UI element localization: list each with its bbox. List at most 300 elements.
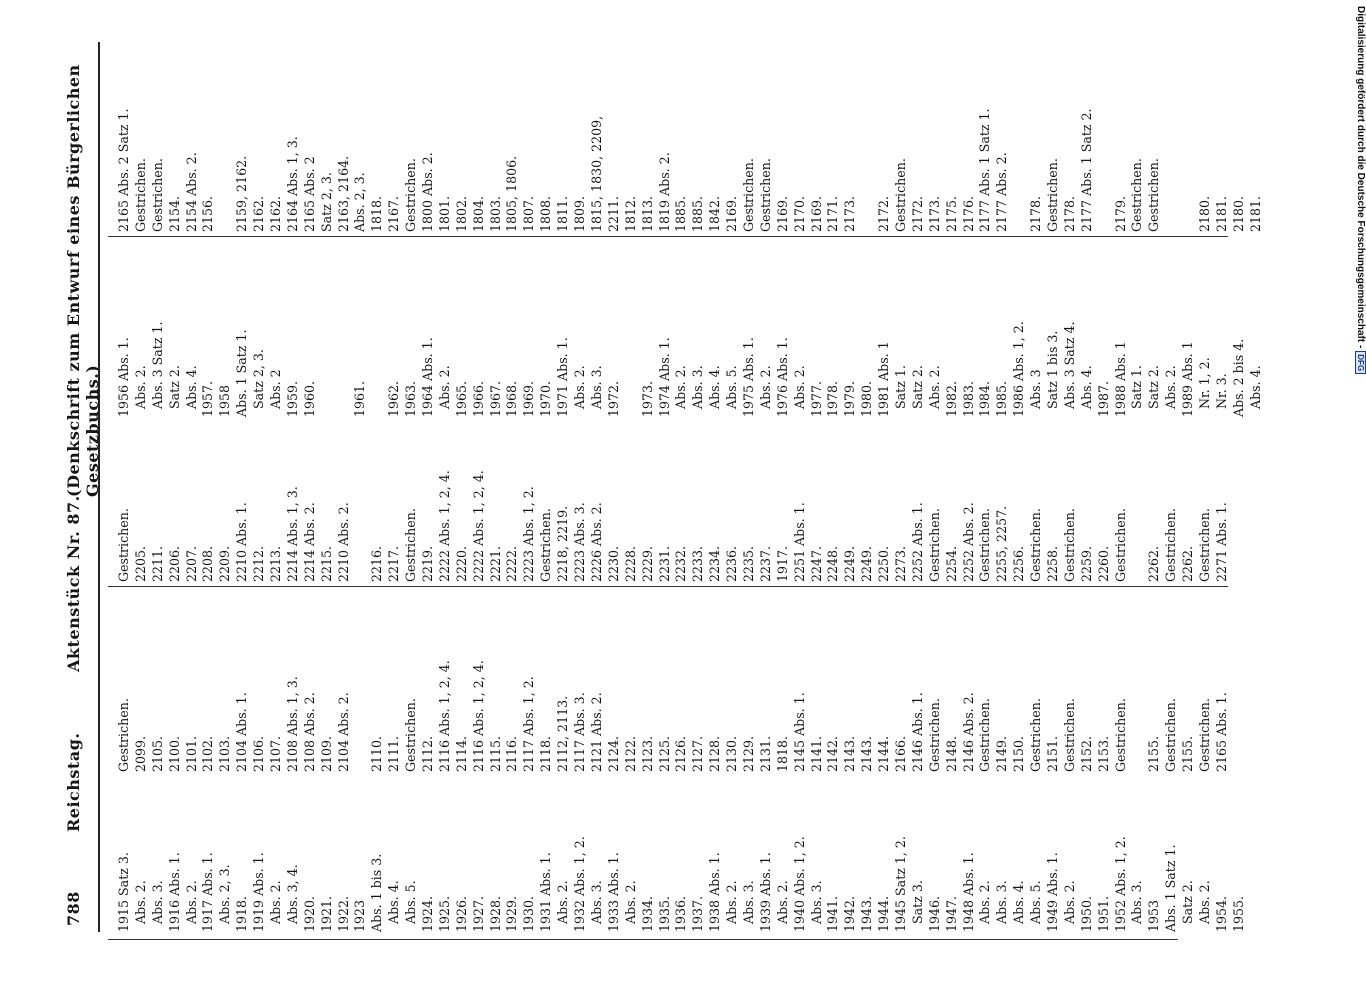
entry-line: 2124. <box>605 735 621 772</box>
entry-line: 1813. <box>639 195 655 232</box>
entry-line: 2110. <box>369 735 385 772</box>
entry-line: Gestrichen. <box>116 508 131 582</box>
entry-line: 1956 Abs. 1. <box>116 337 131 417</box>
entry-line: 1968. <box>504 380 520 417</box>
entry-line: 2151. <box>1044 735 1060 772</box>
entry-line: 2254. <box>943 545 959 582</box>
entry-line: 2262. <box>1146 545 1162 582</box>
entry-line: 2273. <box>892 545 908 582</box>
entry-line: 2176. <box>960 195 976 232</box>
entry-line: 2223 Abs. 3. <box>572 502 588 582</box>
entry-line: Gestrichen. <box>926 698 942 772</box>
entry-line: Satz 2. <box>909 365 925 417</box>
entry-line: Abs. 4. <box>1078 365 1094 417</box>
entry-line: 1803. <box>487 195 503 232</box>
entry-line: 1937. <box>690 895 706 932</box>
concordance-column-5 <box>116 42 1326 232</box>
entry-line: 2260. <box>1095 545 1111 582</box>
entry-line: 2105. <box>149 735 165 772</box>
entry-line: 1970. <box>538 380 554 417</box>
entry-line: Abs. 2. <box>183 880 199 932</box>
entry-line: 2102. <box>200 735 216 772</box>
header-section: Reichstag. <box>64 732 83 832</box>
entry-line: Abs. 2. <box>132 880 148 932</box>
entry-line: 1964 Abs. 1. <box>420 337 436 417</box>
entry-line: 2211. <box>149 545 165 582</box>
entry-line: 2108 Abs. 2. <box>301 692 317 772</box>
entry-line: 2256. <box>1011 545 1027 582</box>
entry-line: 1921. <box>318 895 334 932</box>
entry-line: 1945 Satz 1, 2. <box>892 836 908 932</box>
entry-line: 1942. <box>842 895 858 932</box>
entry-line: Abs. 2. <box>1163 365 1179 417</box>
entry-line: 1808. <box>538 195 554 232</box>
entry-line: 2226 Abs. 2. <box>588 502 604 582</box>
entry-line: 2130. <box>724 735 740 772</box>
entry-line: Gestrichen. <box>1044 158 1060 232</box>
entry-line: Gestrichen. <box>926 508 942 582</box>
entry-line: 2142. <box>825 735 841 772</box>
entry-line: Gestrichen. <box>1112 698 1128 772</box>
entry-line: 1807. <box>521 195 537 232</box>
entry-line: 2112, 2113. <box>555 695 571 772</box>
entry-line: Abs. 5. <box>403 880 419 932</box>
entry-line <box>859 42 876 232</box>
entry-line: 2212. <box>251 545 267 582</box>
entry-line: Abs. 4. <box>1247 365 1263 417</box>
entry-line: 1946. <box>926 895 942 932</box>
entry-line: 1943. <box>859 895 875 932</box>
entry-line: 1979. <box>842 380 858 417</box>
entry-line: 1930. <box>521 895 537 932</box>
entry-line: 1952 Abs. 1, 2. <box>1112 836 1128 932</box>
entry-line: Abs. 2. <box>1197 880 1212 932</box>
entry-line <box>1129 587 1146 772</box>
entry-line: Satz 2, 3. <box>251 349 267 417</box>
entry-line: 2178. <box>1061 195 1077 232</box>
entry-line: 1934. <box>639 895 655 932</box>
entry-line: Gestrichen. <box>149 158 165 232</box>
entry-line: 1963. <box>403 380 419 417</box>
entry-line: 2109. <box>318 735 334 772</box>
entry-line: 2249. <box>842 545 858 582</box>
entry-line: 2111. <box>386 735 402 772</box>
entry-line: 2104 Abs. 1. <box>234 692 250 772</box>
entry-line: 2172. <box>909 195 925 232</box>
entry-line: 1983. <box>960 380 976 417</box>
entry-line: 2222 Abs. 1, 2, 4. <box>470 470 486 582</box>
entry-line: 2163, 2164. <box>335 155 351 232</box>
entry-line <box>217 42 234 232</box>
entry-line: 2177 Abs. 1 Satz 1. <box>977 108 993 232</box>
entry-line: 2169. <box>774 195 790 232</box>
entry-line: Abs. 1 Satz 1. <box>1163 844 1179 932</box>
entry-line: 1924. <box>420 895 436 932</box>
entry-line: 1987. <box>1095 380 1111 417</box>
entry-line: 2155. <box>1180 735 1196 772</box>
entry-line: 2118. <box>538 735 554 772</box>
entry-line: 1980. <box>859 380 875 417</box>
entry-line: Gestrichen. <box>977 508 993 582</box>
entry-line: Abs. 2. <box>436 365 452 417</box>
entry-line: Abs. 2 bis 4. <box>1230 338 1246 417</box>
entry-line: Gestrichen. <box>740 158 756 232</box>
entry-line: 2271 Abs. 1. <box>1213 502 1229 582</box>
entry-line: 2247. <box>808 545 824 582</box>
entry-line: 2116. <box>504 735 520 772</box>
entry-line: 2169. <box>724 195 740 232</box>
entry-line: Abs. 2. <box>791 365 807 417</box>
entry-line <box>369 242 386 417</box>
entry-line: 2228. <box>622 545 638 582</box>
entry-line: 2148. <box>943 735 959 772</box>
entry-line: 1973. <box>639 380 655 417</box>
entry-line: 2164 Abs. 1, 3. <box>284 136 300 232</box>
entry-line: 2214 Abs. 2. <box>301 502 317 582</box>
entry-line: Gestrichen. <box>403 158 419 232</box>
entry-line: 2175. <box>943 195 959 232</box>
entry-line: 2165 Abs. 2 Satz 1. <box>116 108 131 232</box>
entry-line: Satz 2. <box>1146 365 1162 417</box>
entry-line: Gestrichen. <box>1146 158 1162 232</box>
entry-line: 2101. <box>183 735 199 772</box>
entry-line: 2170. <box>791 195 807 232</box>
entry-line: Satz 2. <box>166 365 182 417</box>
entry-line: 1977. <box>808 380 824 417</box>
entry-line: 2154. <box>166 195 182 232</box>
entry-line: Abs. 5. <box>1028 880 1044 932</box>
entry-line: Gestrichen. <box>757 158 773 232</box>
entry-line: Abs. 2. <box>555 880 571 932</box>
entry-line: 1976 Abs. 1. <box>774 337 790 417</box>
entry-line: 2171. <box>825 195 841 232</box>
entry-line: 2232. <box>673 545 689 582</box>
entry-line: 2167. <box>386 195 402 232</box>
entry-line: 2220. <box>453 545 469 582</box>
entry-line: 1800 Abs. 2. <box>420 152 436 232</box>
entry-line: Satz 1 bis 3. <box>1044 330 1060 417</box>
entry-line: 2116 Abs. 1, 2, 4. <box>436 660 452 772</box>
entry-line: 2143. <box>842 735 858 772</box>
entry-line: 1966. <box>470 380 486 417</box>
entry-line: 1801. <box>436 195 452 232</box>
entry-line: Satz 3. <box>909 880 925 932</box>
dfg-logo: DFG <box>1355 351 1366 374</box>
entry-line: 1954. <box>1213 895 1229 932</box>
entry-line: 2159, 2162. <box>234 155 250 232</box>
entry-line: Abs. 3. <box>690 365 706 417</box>
entry-line: 1986 Abs. 1, 2. <box>1011 321 1027 417</box>
entry-line: 2122. <box>622 735 638 772</box>
entry-line <box>1129 422 1146 582</box>
entry-line: 1933 Abs. 1. <box>605 852 621 932</box>
entry-line: Gestrichen. <box>892 158 908 232</box>
entry-line: 1978. <box>825 380 841 417</box>
entry-line: Abs. 2. <box>622 880 638 932</box>
entry-line: Abs. 3 Satz 4. <box>1061 321 1077 417</box>
entry-line: 2230. <box>605 545 621 582</box>
entry-line: Abs. 3. <box>994 880 1010 932</box>
entry-line: 1940 Abs. 1, 2. <box>791 836 807 932</box>
entry-line: 1941. <box>825 895 841 932</box>
entry-line: Abs. 2. <box>977 880 993 932</box>
page-number: 788 <box>64 891 83 926</box>
entry-line: 2222 Abs. 1, 2, 4. <box>436 470 452 582</box>
entry-line: 2145 Abs. 1. <box>791 692 807 772</box>
entry-line: 1804. <box>470 195 486 232</box>
entry-line: Abs. 2. <box>757 365 773 417</box>
entry-line: Satz 2. <box>1180 880 1196 932</box>
entry-line: 1971 Abs. 1. <box>555 337 571 417</box>
entry-line: 2141. <box>808 735 824 772</box>
entry-line: 1811. <box>555 195 571 232</box>
entry-line: 2255, 2257. <box>994 505 1010 582</box>
entry-line: 2207. <box>183 545 199 582</box>
entry-line: 1953 <box>1146 899 1162 932</box>
entry-line: Abs. 2. <box>926 365 942 417</box>
entry-line <box>1096 42 1113 232</box>
header-description: (Denkschrift zum Entwurf eines Bürgerlichen Gesetzbuchs.) <box>64 64 102 497</box>
entry-line: Abs. 2. <box>774 880 790 932</box>
entry-line: 1927. <box>470 895 486 932</box>
entry-line: 2214 Abs. 1, 3. <box>284 486 300 582</box>
entry-line: 1975 Abs. 1. <box>740 337 756 417</box>
entry-line <box>1163 42 1180 232</box>
entry-line: 1955. <box>1230 895 1246 932</box>
entry-line: 2218, 2219. <box>555 505 571 582</box>
entry-line: Gestrichen. <box>977 698 993 772</box>
entry-line: 1947. <box>943 895 959 932</box>
entry-line: 2103. <box>217 735 233 772</box>
entry-line: 2154 Abs. 2. <box>183 152 199 232</box>
entry-line: Abs. 2. <box>268 880 284 932</box>
entry-line: Abs. 3. <box>149 880 165 932</box>
entry-line: Abs. 2, 3. <box>217 864 233 932</box>
entry-line: 2206. <box>166 545 182 582</box>
entry-line: 2112. <box>420 735 436 772</box>
concordance-column-1 <box>116 772 1326 932</box>
entry-line: Nr. 3. <box>1213 373 1229 417</box>
entry-line <box>352 587 369 772</box>
entry-line: 2177 Abs. 1 Satz 2. <box>1078 108 1094 232</box>
entry-line: Abs. 3. <box>588 880 604 932</box>
entry-line: Abs. 3 Satz 1. <box>149 321 165 417</box>
entry-line: 2143. <box>859 735 875 772</box>
entry-line: 1960. <box>301 380 317 417</box>
entry-line: Abs. 2. <box>724 880 740 932</box>
entry-line: 2100. <box>166 735 182 772</box>
entry-line: 2162. <box>268 195 284 232</box>
entry-line: Abs. 3, 4. <box>284 864 300 932</box>
entry-line: 2115. <box>487 735 503 772</box>
entry-line: 1805, 1806. <box>504 155 520 232</box>
entry-line: 1944. <box>876 895 892 932</box>
entry-line: 1969. <box>521 380 537 417</box>
entry-line: Gestrichen. <box>1163 508 1179 582</box>
entry-line: 1920. <box>301 895 317 932</box>
entry-line: 2179. <box>1112 195 1128 232</box>
entry-line <box>319 242 336 417</box>
entry-line: 1809. <box>572 195 588 232</box>
entry-line: 2117 Abs. 1, 2. <box>521 676 537 772</box>
entry-line: 2209. <box>217 545 233 582</box>
entry-line: Abs. 4. <box>1011 880 1027 932</box>
entry-line: 1939 Abs. 1. <box>757 852 773 932</box>
entry-line: 2208. <box>200 545 216 582</box>
entry-line: 1950. <box>1078 895 1094 932</box>
entry-line: Gestrichen. <box>403 698 419 772</box>
entry-line: 2215. <box>318 545 334 582</box>
entry-line: 2123. <box>639 735 655 772</box>
entry-line: 1916 Abs. 1. <box>166 852 182 932</box>
entry-line: 2126. <box>673 735 689 772</box>
entry-line: 2233. <box>690 545 706 582</box>
header-document: Aktenstück Nr. 87. <box>64 495 83 672</box>
entry-line: 2221. <box>487 545 503 582</box>
entry-line: 2121 Abs. 2. <box>588 692 604 772</box>
entry-line: 2165 Abs. 1. <box>1213 692 1229 772</box>
entry-line: 1938 Abs. 1. <box>707 852 723 932</box>
column-divider <box>108 939 1178 940</box>
entry-line: 2250. <box>876 545 892 582</box>
entry-line: Gestrichen. <box>1061 698 1077 772</box>
entry-line <box>352 422 369 582</box>
entry-line: Abs. 4. <box>707 365 723 417</box>
entry-line: 2156. <box>200 195 216 232</box>
entry-line: 1917. <box>774 545 790 582</box>
entry-line: 2211. <box>605 195 621 232</box>
entry-line: 1982. <box>943 380 959 417</box>
entry-line: 1815, 1830, 2209, <box>588 115 604 232</box>
entry-line: 2180. <box>1197 195 1212 232</box>
entry-line: 2106. <box>251 735 267 772</box>
entry-line: 1949 Abs. 1. <box>1044 852 1060 932</box>
entry-line: 1984. <box>977 380 993 417</box>
entry-line: 1967. <box>487 380 503 417</box>
entry-line: Gestrichen. <box>1129 158 1145 232</box>
entry-line: 2219. <box>420 545 436 582</box>
entry-line: 1885. <box>673 195 689 232</box>
entry-line: 2173. <box>926 195 942 232</box>
entry-line: 1965. <box>453 380 469 417</box>
entry-line: 2210 Abs. 1. <box>234 502 250 582</box>
entry-line: 2162. <box>251 195 267 232</box>
rotated-page <box>56 42 1326 932</box>
entry-line: Nr. 1, 2. <box>1197 357 1212 417</box>
entry-line: 1948 Abs. 1. <box>960 852 976 932</box>
concordance-column-4 <box>116 242 1326 417</box>
entry-line: 2235. <box>740 545 756 582</box>
entry-line: Gestrichen. <box>1112 508 1128 582</box>
entry-line: 2248. <box>825 545 841 582</box>
entry-line: 2180. <box>1230 195 1246 232</box>
entry-line: 1958 <box>217 384 233 417</box>
entry-line: Abs. 2. <box>1061 880 1077 932</box>
stamp-text: Digitalisierung gefördert durch die Deutsche Forschungsgemeinschaft - <box>1355 6 1366 349</box>
entry-line: Abs. 3. <box>1129 880 1145 932</box>
entry-line: 1925. <box>436 895 452 932</box>
entry-line: Abs. 1 bis 3. <box>369 853 385 932</box>
entry-line: 1932 Abs. 1, 2. <box>572 836 588 932</box>
entry-line: 1935. <box>656 895 672 932</box>
entry-line: Gestrichen. <box>1197 508 1212 582</box>
entry-line: 2178. <box>1028 195 1044 232</box>
header-rule <box>98 42 100 932</box>
entry-line: 1929. <box>504 895 520 932</box>
entry-line: 1985. <box>994 380 1010 417</box>
entry-line: 2150. <box>1011 735 1027 772</box>
concordance-column-2 <box>116 587 1326 772</box>
entry-line: 2231. <box>656 545 672 582</box>
entry-line: 2131. <box>757 735 773 772</box>
entry-line: 1842. <box>707 195 723 232</box>
entry-line: Satz 2, 3. <box>318 172 334 232</box>
entry-line: 1818. <box>369 195 385 232</box>
entry-line: 2216. <box>369 545 385 582</box>
entry-line: 1959. <box>284 380 300 417</box>
entry-line: 1923 <box>352 899 368 932</box>
entry-line: 1819 Abs. 2. <box>656 152 672 232</box>
entry-line: 1812. <box>622 195 638 232</box>
entry-line: 1989 Abs. 1 <box>1180 341 1196 417</box>
entry-line: 2144. <box>876 735 892 772</box>
entry-line: 2146 Abs. 1. <box>909 692 925 772</box>
entry-line: Gestrichen. <box>403 508 419 582</box>
entry-line: 1962. <box>386 380 402 417</box>
entry-line: 2181. <box>1213 195 1229 232</box>
concordance-column-3 <box>116 422 1326 582</box>
entry-line: Abs. 2. <box>673 365 689 417</box>
entry-line: 1957. <box>200 380 216 417</box>
entry-line: 2234. <box>707 545 723 582</box>
entry-line: 2155. <box>1146 735 1162 772</box>
digitization-stamp <box>1355 6 1366 374</box>
entry-line: Gestrichen. <box>132 158 148 232</box>
entry-line: 1981 Abs. 1 <box>876 341 892 417</box>
entry-line: Gestrichen. <box>1061 508 1077 582</box>
entry-line <box>1180 42 1197 232</box>
entry-line: Abs. 3. <box>808 880 824 932</box>
entry-line: 1918. <box>234 895 250 932</box>
entry-line: 2146 Abs. 2. <box>960 692 976 772</box>
entry-line: 2252 Abs. 1. <box>909 502 925 582</box>
entry-line: Abs. 5. <box>724 365 740 417</box>
entry-line: Satz 1. <box>892 365 908 417</box>
entry-line: 2127. <box>690 735 706 772</box>
entry-line: Satz 1. <box>1129 365 1145 417</box>
entry-line: 2223 Abs. 1, 2. <box>521 486 537 582</box>
entry-line <box>623 242 640 417</box>
entry-line: 1936. <box>673 895 689 932</box>
entry-line: 2107. <box>268 735 284 772</box>
entry-line: 2108 Abs. 1, 3. <box>284 676 300 772</box>
entry-line: Abs. 1 Satz 1. <box>234 329 250 417</box>
entry-line: 2152. <box>1078 735 1094 772</box>
entry-line <box>336 242 353 417</box>
entry-line: Gestrichen. <box>1028 698 1044 772</box>
entry-line: 2099. <box>132 735 148 772</box>
column-divider <box>108 236 1228 237</box>
entry-line: Abs. 2 <box>268 369 284 417</box>
entry-line: 2249. <box>859 545 875 582</box>
entry-line: 2251 Abs. 1. <box>791 502 807 582</box>
entry-line: Abs. 3. <box>588 365 604 417</box>
entry-line: 1818. <box>774 735 790 772</box>
entry-line <box>1011 42 1028 232</box>
entry-line: 1802. <box>453 195 469 232</box>
entry-line: 2181. <box>1247 195 1263 232</box>
entry-line: 2104 Abs. 2. <box>335 692 351 772</box>
